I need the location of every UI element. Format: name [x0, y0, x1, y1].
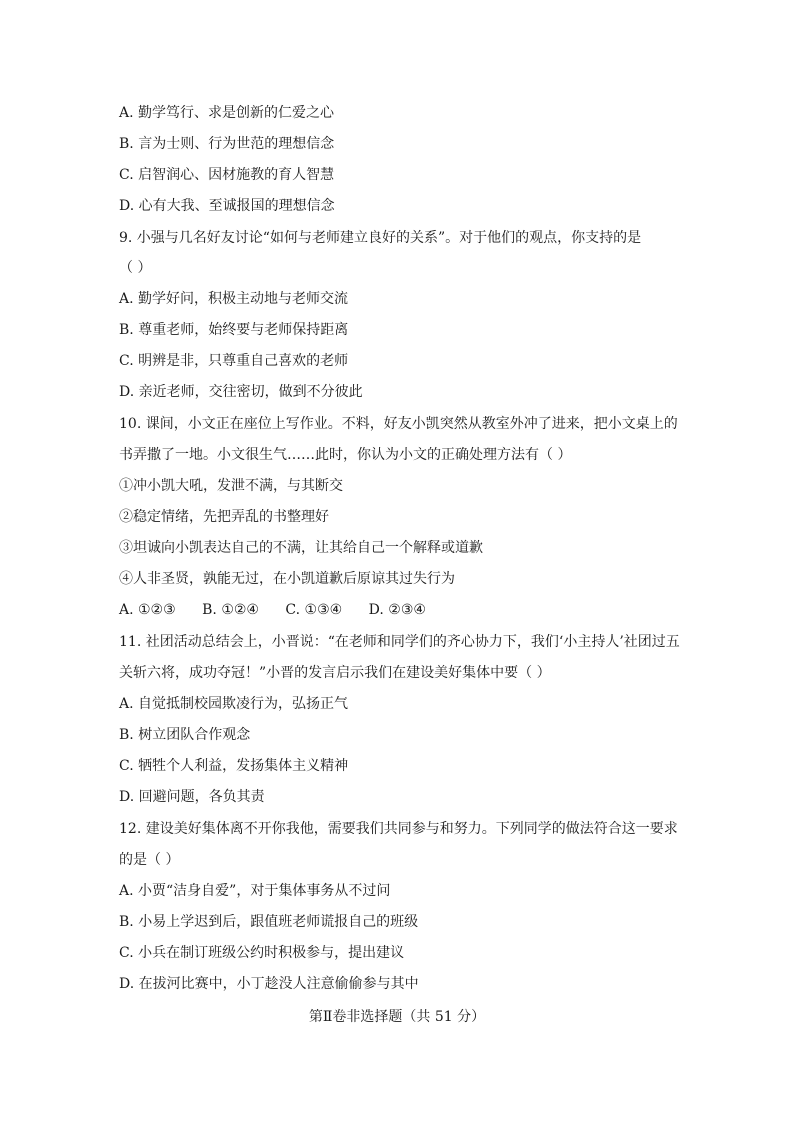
q11-stem-line1: 11. 社团活动总结会上，小晋说：“在老师和同学们的齐心协力下，我们‘小主持人’社团过五	[119, 634, 680, 650]
q12-stem-line1: 12. 建设美好集体离不开你我他，需要我们共同参与和努力。下列同学的做法符合这一要求	[119, 821, 678, 837]
q12-stem-line2: 的是（ ）	[119, 852, 180, 868]
q10-item-1: ①冲小凯大吼，发泄不满，与其断交	[119, 478, 343, 494]
q9-option-c: C. 明辨是非，只尊重自己喜欢的老师	[119, 353, 349, 369]
q10-option-c: C. ①③④	[285, 602, 343, 618]
q9-option-a: A. 勤学好问，积极主动地与老师交流	[119, 291, 349, 307]
q12-option-c: C. 小兵在制订班级公约时积极参与，提出建议	[119, 945, 405, 961]
q9-stem-line2: （ ）	[119, 260, 152, 276]
q11-option-a: A. 自觉抵制校园欺凌行为，弘扬正气	[119, 696, 349, 712]
q10-item-4: ④人非圣贤，孰能无过，在小凯道歉后原谅其过失行为	[119, 571, 455, 587]
q9-stem-line1: 9. 小强与几名好友讨论“如何与老师建立良好的关系”。对于他们的观点，你支持的是	[119, 230, 642, 246]
q11-option-d: D. 回避问题，各负其责	[119, 789, 265, 805]
q10-options	[119, 600, 679, 620]
q11-option-c: C. 牺牲个人利益，发扬集体主义精神	[119, 758, 349, 774]
q11-option-b: B. 树立团队合作观念	[119, 727, 251, 743]
q8-option-b: B. 言为士则、行为世范的理想信念	[119, 136, 335, 152]
q10-item-3: ③坦诚向小凯表达自己的不满，让其给自己一个解释或道歉	[119, 540, 483, 556]
q10-option-b: B. ①②④	[202, 602, 259, 618]
q10-stem-line1: 10. 课间，小文正在座位上写作业。不料，好友小凯突然从教室外冲了进来，把小文桌上的	[119, 416, 678, 432]
q12-option-b: B. 小易上学迟到后，跟值班老师谎报自己的班级	[119, 914, 419, 930]
q9-option-d: D. 亲近老师，交往密切，做到不分彼此	[119, 384, 363, 400]
q10-item-2: ②稳定情绪，先把弄乱的书整理好	[119, 509, 329, 525]
q9-option-b: B. 尊重老师，始终要与老师保持距离	[119, 322, 349, 338]
q12-option-a: A. 小贾“洁身自爱”，对于集体事务从不过问	[119, 883, 391, 899]
q11-stem-line2: 关斩六将，成功夺冠！”小晋的发言启示我们在建设美好集体中要（ ）	[119, 665, 551, 681]
q8-option-c: C. 启智润心、因材施教的育人智慧	[119, 167, 335, 183]
q8-option-d: D. 心有大我、至诚报国的理想信念	[119, 198, 335, 214]
q12-option-d: D. 在拔河比赛中，小丁趁没人注意偷偷参与其中	[119, 976, 419, 992]
q10-option-a: A. ①②③	[119, 602, 176, 618]
q8-option-a: A. 勤学笃行、求是创新的仁爱之心	[119, 105, 335, 121]
q10-option-d: D. ②③④	[368, 602, 426, 618]
section-title: 第Ⅱ卷非选择题（共 51 分）	[308, 1009, 486, 1025]
q10-stem-line2: 书弄撒了一地。小文很生气……此时，你认为小文的正确处理方法有（ ）	[119, 447, 572, 463]
